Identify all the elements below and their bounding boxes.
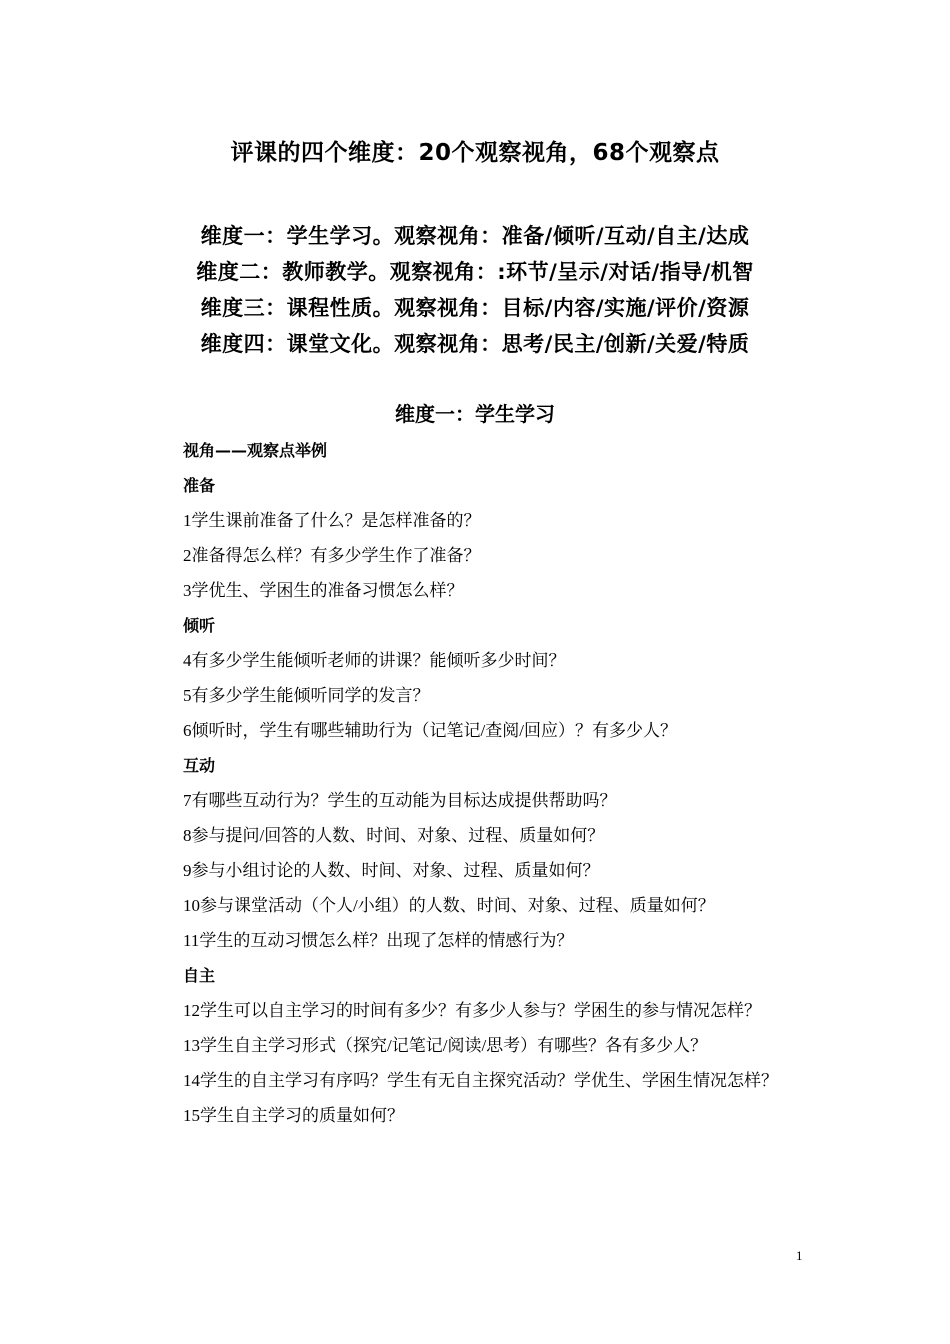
list-item: 10参与课堂活动（个人/小组）的人数、时间、对象、过程、质量如何？ bbox=[183, 896, 715, 915]
section-title: 维度一：学生学习 bbox=[395, 402, 555, 426]
group-heading-listen: 倾听 bbox=[183, 616, 216, 635]
list-item: 8参与提问/回答的人数、时间、对象、过程、质量如何？ bbox=[183, 826, 605, 845]
subtitle: 视角——观察点举例 bbox=[183, 441, 328, 460]
page-number: 1 bbox=[796, 1248, 803, 1263]
list-item: 3学优生、学困生的准备习惯怎么样？ bbox=[183, 581, 464, 600]
list-item: 2准备得怎么样？有多少学生作了准备？ bbox=[183, 546, 481, 565]
page-title: 评课的四个维度：20个观察视角，68个观察点 bbox=[230, 140, 720, 166]
list-item: 6倾听时，学生有哪些辅助行为（记笔记/查阅/回应）？有多少人？ bbox=[183, 721, 677, 740]
list-item: 7有哪些互动行为？学生的互动能为目标达成提供帮助吗？ bbox=[183, 791, 617, 810]
group-heading-autonomy: 自主 bbox=[183, 966, 216, 985]
dimension-list bbox=[0, 218, 950, 362]
dimension-line-4: 维度四：课堂文化。观察视角：思考/民主/创新/关爱/特质 bbox=[200, 332, 750, 356]
observation-points bbox=[146, 433, 810, 1133]
list-item: 11学生的互动习惯怎么样？出现了怎样的情感行为？ bbox=[183, 931, 574, 950]
list-item: 15学生自主学习的质量如何？ bbox=[183, 1106, 404, 1125]
list-item: 14学生的自主学习有序吗？学生有无自主探究活动？学优生、学困生情况怎样？ bbox=[183, 1071, 778, 1090]
list-item: 1学生课前准备了什么？是怎样准备的？ bbox=[183, 511, 481, 530]
group-heading-interact: 互动 bbox=[183, 756, 216, 775]
list-item: 5有多少学生能倾听同学的发言？ bbox=[183, 686, 430, 705]
group-heading-prepare: 准备 bbox=[183, 476, 216, 495]
dimension-line-2: 维度二：教师教学。观察视角：:环节/呈示/对话/指导/机智 bbox=[196, 260, 754, 284]
list-item: 9参与小组讨论的人数、时间、对象、过程、质量如何？ bbox=[183, 861, 600, 880]
list-item: 4有多少学生能倾听老师的讲课？能倾听多少时间？ bbox=[183, 651, 566, 670]
list-item: 12学生可以自主学习的时间有多少？有多少人参与？学困生的参与情况怎样？ bbox=[183, 1001, 761, 1020]
dimension-line-3: 维度三：课程性质。观察视角：目标/内容/实施/评价/资源 bbox=[200, 296, 750, 320]
list-item: 13学生自主学习形式（探究/记笔记/阅读/思考）有哪些？各有多少人？ bbox=[183, 1036, 708, 1055]
dimension-line-1: 维度一：学生学习。观察视角：准备/倾听/互动/自主/达成 bbox=[200, 224, 750, 248]
